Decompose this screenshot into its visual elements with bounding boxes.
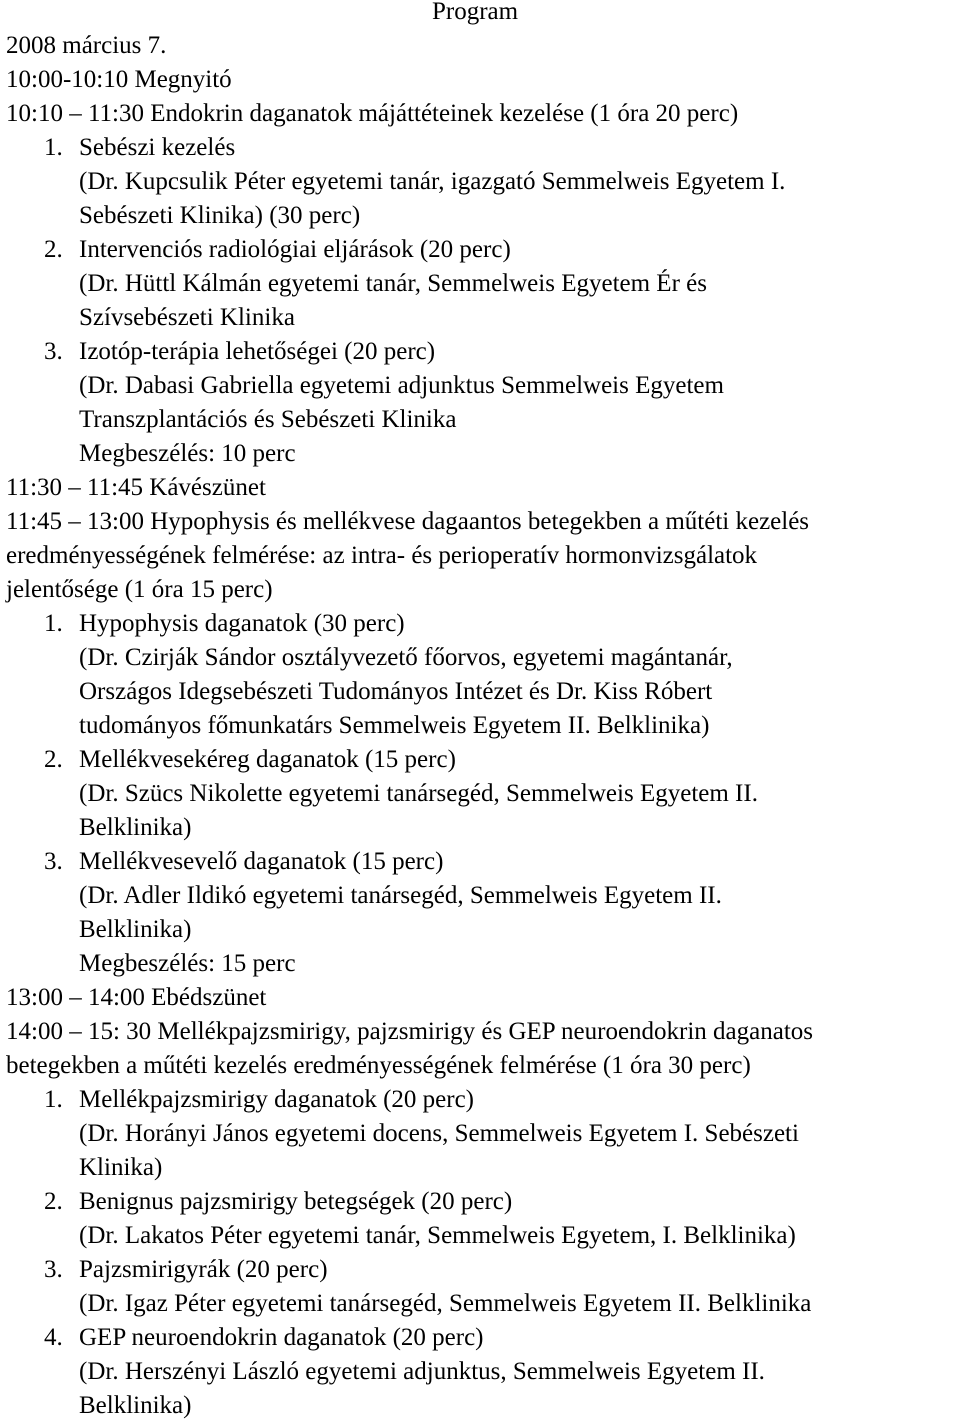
item-title: Intervenciós radiológiai eljárások (20 perc)	[79, 236, 511, 263]
item-title: Mellékpajzsmirigy daganatok (20 perc)	[79, 1086, 474, 1113]
speaker-line: (Dr. Szücs Nikolette egyetemi tanársegéd, Semmelweis Egyetem II.	[79, 780, 758, 807]
speaker-line: (Dr. Kupcsulik Péter egyetemi tanár, igazgató Semmelweis Egyetem I.	[79, 168, 786, 195]
speaker-line: (Dr. Hüttl Kálmán egyetemi tanár, Semmelweis Egyetem Ér és	[79, 270, 707, 297]
discussion-line: Megbeszélés: 15 perc	[79, 950, 296, 977]
agenda-item	[44, 1253, 328, 1287]
speaker-line: Klinika)	[79, 1154, 163, 1181]
speaker-line: Belklinika)	[79, 1392, 192, 1419]
item-title: Mellékvesevelő daganatok (15 perc)	[79, 848, 444, 875]
item-number: 1.	[44, 610, 63, 637]
item-title: Sebészi kezelés	[79, 134, 236, 161]
agenda-item	[44, 743, 456, 777]
agenda-item	[44, 233, 511, 267]
item-number: 2.	[44, 1188, 63, 1215]
agenda-item	[44, 607, 405, 641]
agenda-item	[44, 131, 235, 165]
speaker-line: Belklinika)	[79, 916, 192, 943]
discussion-line: Megbeszélés: 10 perc	[79, 440, 296, 467]
agenda-item	[44, 335, 435, 369]
item-number: 1.	[44, 134, 63, 161]
speaker-line: (Dr. Adler Ildikó egyetemi tanársegéd, Semmelweis Egyetem II.	[79, 882, 722, 909]
speaker-line: (Dr. Horányi János egyetemi docens, Semmelweis Egyetem I. Sebészeti	[79, 1120, 799, 1147]
item-number: 4.	[44, 1324, 63, 1351]
speaker-line: (Dr. Dabasi Gabriella egyetemi adjunktus Semmelweis Egyetem	[79, 372, 724, 399]
speaker-line: Belklinika)	[79, 814, 192, 841]
session-heading: 11:45 – 13:00 Hypophysis és mellékvese dagaantos betegekben a műtéti kezelés	[6, 508, 810, 535]
item-number: 3.	[44, 338, 63, 365]
agenda-item	[44, 1321, 484, 1355]
session-heading: 10:10 – 11:30 Endokrin daganatok májáttéteinek kezelése (1 óra 20 perc)	[6, 100, 739, 127]
item-title: GEP neuroendokrin daganatok (20 perc)	[79, 1324, 484, 1351]
item-title: Pajzsmirigyrák (20 perc)	[79, 1256, 328, 1283]
coffee-break-line: 11:30 – 11:45 Kávészünet	[6, 474, 266, 501]
event-date: 2008 március 7.	[6, 32, 167, 59]
item-number: 2.	[44, 236, 63, 263]
session-heading: eredményességének felmérése: az intra- és perioperatív hormonvizsgálatok	[6, 542, 758, 569]
speaker-line: Szívsebészeti Klinika	[79, 304, 295, 331]
speaker-line: tudományos főmunkatárs Semmelweis Egyetem II. Belklinika)	[79, 712, 710, 739]
page-title: Program	[432, 0, 519, 25]
lunch-break-line: 13:00 – 14:00 Ebédszünet	[6, 984, 267, 1011]
agenda-item	[44, 845, 443, 879]
item-title: Hypophysis daganatok (30 perc)	[79, 610, 405, 637]
speaker-line: (Dr. Czirják Sándor osztályvezető főorvos, egyetemi magántanár,	[79, 644, 733, 671]
session-heading: betegekben a műtéti kezelés eredményességének felmérése (1 óra 30 perc)	[6, 1052, 751, 1079]
item-number: 1.	[44, 1086, 63, 1113]
agenda-item	[44, 1185, 512, 1219]
speaker-line: Országos Idegsebészeti Tudományos Intézet és Dr. Kiss Róbert	[79, 678, 713, 705]
item-number: 3.	[44, 1256, 63, 1283]
opening-line: 10:00-10:10 Megnyitó	[6, 66, 232, 93]
item-number: 2.	[44, 746, 63, 773]
session-heading: jelentősége (1 óra 15 perc)	[6, 576, 273, 603]
speaker-line: (Dr. Igaz Péter egyetemi tanársegéd, Semmelweis Egyetem II. Belklinika	[79, 1290, 812, 1317]
item-title: Benignus pajzsmirigy betegségek (20 perc)	[79, 1188, 513, 1215]
speaker-line: Sebészeti Klinika) (30 perc)	[79, 202, 361, 229]
item-title: Mellékvesekéreg daganatok (15 perc)	[79, 746, 456, 773]
speaker-line: (Dr. Lakatos Péter egyetemi tanár, Semmelweis Egyetem, I. Belklinika)	[79, 1222, 796, 1249]
speaker-line: (Dr. Herszényi László egyetemi adjunktus, Semmelweis Egyetem II.	[79, 1358, 765, 1385]
item-number: 3.	[44, 848, 63, 875]
agenda-item	[44, 1083, 474, 1117]
speaker-line: Transzplantációs és Sebészeti Klinika	[79, 406, 457, 433]
item-title: Izotóp-terápia lehetőségei (20 perc)	[79, 338, 436, 365]
session-heading: 14:00 – 15: 30 Mellékpajzsmirigy, pajzsmirigy és GEP neuroendokrin daganatos	[6, 1018, 814, 1045]
